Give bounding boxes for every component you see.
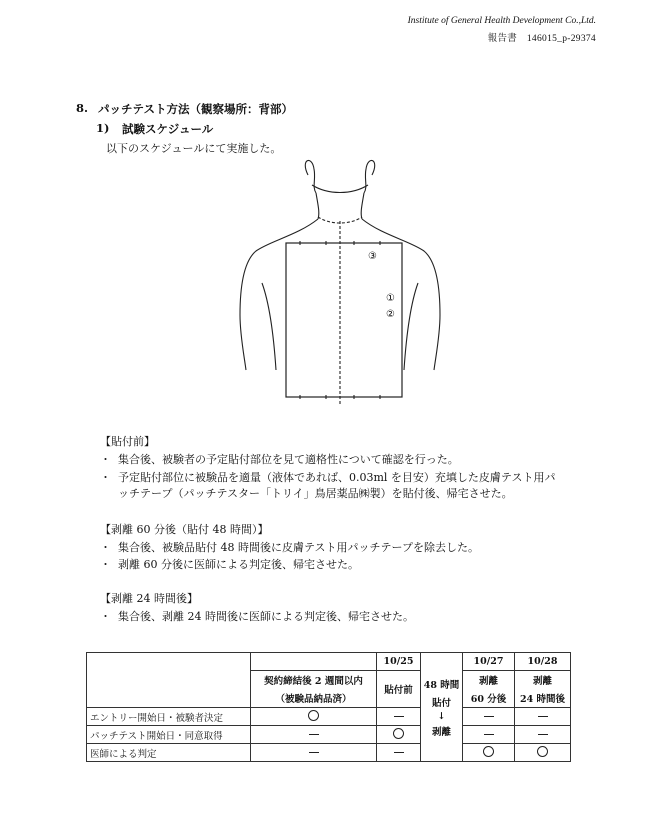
row-cell xyxy=(251,744,377,762)
bullet-mark: ・ xyxy=(100,558,111,571)
patch-marker-1: ① xyxy=(386,293,395,304)
header-peel-24-line1: 剥離 xyxy=(532,676,552,687)
table-date-row xyxy=(87,653,571,671)
schedule-table xyxy=(86,652,571,762)
row-cell xyxy=(463,708,515,726)
bullet-mark: ・ xyxy=(100,610,111,623)
back-diagram xyxy=(200,155,480,415)
dash-mark-icon xyxy=(309,752,319,753)
dash-mark-icon xyxy=(309,734,319,735)
header-peel-60 xyxy=(463,671,515,708)
dash-mark-icon xyxy=(484,716,494,717)
table-date-cell: 10/28 xyxy=(515,653,571,671)
bullet-item xyxy=(100,557,580,573)
header-peel-24-line2: 24 時間後 xyxy=(519,694,566,705)
table-row xyxy=(87,744,571,762)
table-date-cell: 10/27 xyxy=(463,653,515,671)
circle-mark-icon xyxy=(393,728,404,739)
row-cell xyxy=(377,708,421,726)
row-label: エントリー開始日・被験者決定 xyxy=(87,708,251,726)
bullet-item xyxy=(100,540,580,556)
table-middle-cell xyxy=(421,653,463,762)
bullet-mark: ・ xyxy=(100,453,111,466)
bullet-text-continued: ッチテープ（パッチテスター「トリイ」鳥居薬品㈱製）を貼付後、帰宅させた。 xyxy=(118,487,513,500)
circle-mark-icon xyxy=(483,746,494,757)
middle-line3: 剥離 xyxy=(431,726,451,738)
dash-mark-icon xyxy=(394,716,404,717)
header-contract-line1: 契約締結後 2 週間以内 xyxy=(264,676,363,687)
row-cell xyxy=(251,726,377,744)
bullet-text: 集合後、被験品貼付 48 時間後に皮膚テスト用パッチテープを除去した。 xyxy=(118,541,479,554)
table-date-cell-empty xyxy=(251,653,377,671)
subsection-number: 1) xyxy=(96,121,110,135)
patch-marker-2: ② xyxy=(386,309,395,320)
bullet-text: 集合後、剥離 24 時間後に医師による判定後、帰宅させた。 xyxy=(118,610,414,623)
middle-line2: 貼付 xyxy=(431,697,451,709)
header-before: 貼付前 xyxy=(377,671,421,708)
section-number: 8. xyxy=(76,101,89,115)
dash-mark-icon xyxy=(538,734,548,735)
row-cell xyxy=(251,708,377,726)
row-cell xyxy=(463,744,515,762)
table-row xyxy=(87,726,571,744)
row-cell xyxy=(377,726,421,744)
circle-mark-icon xyxy=(537,746,548,757)
bullet-text: 予定貼付部位に被験品を適量（液体であれば、0.03ml を目安）充填した皮膚テスト用パ xyxy=(118,471,556,484)
dash-mark-icon xyxy=(538,716,548,717)
circle-mark-icon xyxy=(308,710,319,721)
bullet-item xyxy=(100,609,580,625)
arrow-down-icon: ↓ xyxy=(437,710,446,722)
bullet-mark: ・ xyxy=(100,541,111,554)
block-title-peel-60: 【剥離 60 分後（貼付 48 時間）】 xyxy=(100,523,269,536)
dash-mark-icon xyxy=(394,752,404,753)
patch-marker-3: ③ xyxy=(368,251,377,262)
row-cell xyxy=(515,726,571,744)
row-label: 医師による判定 xyxy=(87,744,251,762)
bullet-mark: ・ xyxy=(100,471,111,484)
intro-text: 以下のスケジュールにて実施した。 xyxy=(106,142,282,155)
block-title-peel-24: 【剥離 24 時間後】 xyxy=(100,592,198,605)
header-contract-line2: （被験品納品済） xyxy=(275,694,352,705)
row-cell xyxy=(377,744,421,762)
row-label: パッチテスト開始日・同意取得 xyxy=(87,726,251,744)
header-peel-60-line1: 剥離 xyxy=(478,676,498,687)
bullet-text: 集合後、被験者の予定貼付部位を見て適格性について確認を行った。 xyxy=(118,453,459,466)
section-title: パッチテスト方法（観察場所：背部） xyxy=(98,102,294,116)
dash-mark-icon xyxy=(484,734,494,735)
bullet-item xyxy=(100,452,580,468)
row-cell xyxy=(515,708,571,726)
block-title-before: 【貼付前】 xyxy=(100,435,155,448)
table-row xyxy=(87,708,571,726)
header-peel-60-line2: 60 分後 xyxy=(470,694,507,705)
subsection-title: 試験スケジュール xyxy=(122,122,214,136)
middle-line1: 48 時間 xyxy=(423,679,460,691)
report-number: 報告書 146015_p-29374 xyxy=(487,34,596,44)
bullet-item xyxy=(100,470,580,502)
table-date-cell: 10/25 xyxy=(377,653,421,671)
header-contract xyxy=(251,671,377,708)
institute-name: Institute of General Health Development Co.,Ltd. xyxy=(407,16,596,26)
table-corner-cell xyxy=(87,653,251,708)
header-peel-24 xyxy=(515,671,571,708)
bullet-text: 剥離 60 分後に医師による判定後、帰宅させた。 xyxy=(118,558,359,571)
row-cell xyxy=(463,726,515,744)
row-cell xyxy=(515,744,571,762)
